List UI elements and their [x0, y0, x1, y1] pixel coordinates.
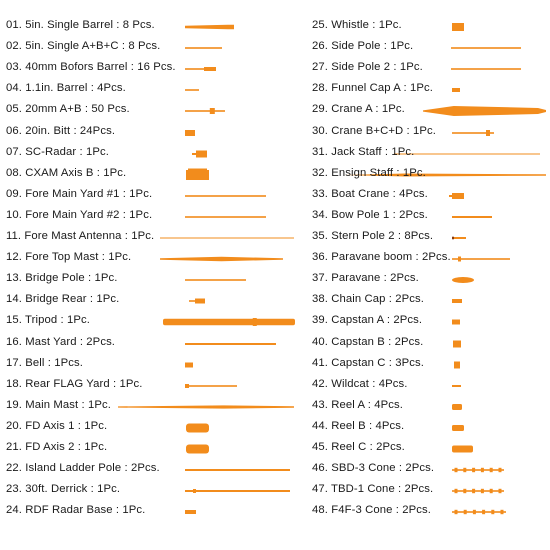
part-row [306, 100, 550, 121]
part-label: 10. Fore Main Yard #2 : 1Pc. [6, 208, 153, 221]
part-row [0, 375, 296, 396]
part-row [0, 438, 296, 459]
part-row [0, 79, 296, 100]
part-row [306, 375, 550, 396]
mainmast-shape [118, 405, 294, 408]
part-row [0, 269, 296, 290]
cone-shape [452, 489, 504, 493]
sidepole-shape [451, 47, 521, 49]
part-row [0, 37, 296, 58]
reelc-shape [452, 446, 473, 453]
part-row [306, 164, 550, 185]
radar-shape [192, 150, 207, 157]
part-label: 22. Island Ladder Pole : 2Pcs. [6, 462, 160, 475]
part-row [306, 122, 550, 143]
wildcat-shape [452, 385, 461, 387]
part-label: 45. Reel C : 2Pcs. [312, 441, 405, 453]
part-label: 36. Paravane boom : 2Pcs. [312, 251, 451, 264]
part-label: 41. Capstan C : 3Pcs. [312, 356, 424, 369]
part-row [0, 396, 296, 417]
paraboom-shape [452, 257, 510, 262]
part-row [0, 290, 296, 311]
sternpole-shape [452, 237, 466, 240]
part-row [0, 185, 296, 206]
barrel-shape [185, 25, 234, 29]
part-row [0, 417, 296, 438]
part-label: 18. Rear FLAG Yard : 1Pc. [6, 377, 143, 390]
gun20-shape [185, 108, 225, 114]
part-label: 43. Reel A : 4Pcs. [312, 398, 403, 411]
part-row [0, 311, 296, 332]
part-label: 46. SBD-3 Cone : 2Pcs. [312, 462, 435, 475]
craneb-shape [452, 130, 494, 136]
part-row [306, 438, 550, 459]
part-label: 40. Capstan B : 2Pcs. [312, 335, 424, 348]
part-label: 48. F4F-3 Cone : 2Pcs. [312, 504, 431, 517]
part-row [306, 185, 550, 206]
bell-shape [185, 362, 193, 367]
part-label: 07. SC-Radar : 1Pc. [6, 145, 109, 158]
part-label: 05. 20mm A+B : 50 Pcs. [6, 103, 130, 116]
flagyard-shape [185, 384, 237, 388]
part-row [306, 354, 550, 375]
part-row [0, 100, 296, 121]
part-label: 29. Crane A : 1Pc. [312, 103, 405, 116]
part-label: 16. Mast Yard : 2Pcs. [6, 335, 116, 348]
whistle-shape [452, 23, 464, 31]
part-row [306, 37, 550, 58]
part-label: 23. 30ft. Derrick : 1Pc. [6, 483, 121, 496]
part-label: 27. Side Pole 2 : 1Pc. [312, 61, 423, 74]
part-row [0, 143, 296, 164]
yard-shape [185, 216, 266, 218]
block-shape [186, 168, 209, 180]
part-row [306, 333, 550, 354]
topmast-shape [160, 257, 283, 261]
yard-shape [185, 279, 246, 281]
part-label: 15. Tripod : 1Pc. [6, 314, 90, 327]
part-label: 42. Wildcat : 4Pcs. [312, 377, 408, 390]
antenna-shape [160, 238, 294, 239]
part-label: 01. 5in. Single Barrel : 8 Pcs. [6, 19, 155, 31]
part-label: 38. Chain Cap : 2Pcs. [312, 293, 424, 306]
part-label: 44. Reel B : 4Pcs. [312, 419, 405, 432]
funnelcap-shape [452, 88, 460, 92]
bowpole-shape [452, 216, 492, 218]
part-row [0, 248, 296, 269]
part-row [306, 58, 550, 79]
part-label: 03. 40mm Bofors Barrel : 16 Pcs. [6, 61, 176, 74]
part-row [306, 459, 550, 480]
part-label: 09. Fore Main Yard #1 : 1Pc. [6, 187, 153, 200]
part-row [306, 311, 550, 332]
part-row [306, 143, 550, 164]
part-label: 28. Funnel Cap A : 1Pc. [312, 82, 433, 95]
barrel-small-shape [185, 67, 216, 71]
part-row [0, 58, 296, 79]
jackstaff-shape [394, 153, 540, 154]
part-row [0, 227, 296, 248]
part-label: 19. Main Mast : 1Pc. [6, 398, 111, 411]
part-row [306, 417, 550, 438]
part-row [306, 269, 550, 290]
part-label: 30. Crane B+C+D : 1Pc. [312, 124, 437, 137]
part-label: 25. Whistle : 1Pc. [312, 19, 402, 31]
part-row [0, 206, 296, 227]
part-label: 12. Fore Top Mast : 1Pc. [6, 251, 132, 264]
part-label: 24. RDF Radar Base : 1Pc. [6, 504, 146, 517]
reel-shape [452, 404, 462, 410]
part-row [0, 480, 296, 501]
part-label: 21. FD Axis 2 : 1Pc. [6, 441, 108, 453]
part-label: 08. CXAM Axis B : 1Pc. [6, 166, 127, 179]
part-row [0, 333, 296, 354]
part-label: 32. Ensign Staff : 1Pc. [312, 166, 426, 179]
sidepole-shape [451, 68, 521, 70]
part-row [306, 396, 550, 417]
reel-shape [452, 425, 464, 431]
capstanc-shape [454, 361, 460, 368]
part-row [0, 459, 296, 480]
rod-short-shape [185, 89, 199, 91]
part-row [0, 164, 296, 185]
part-label: 11. Fore Mast Antenna : 1Pc. [6, 230, 155, 242]
part-row [0, 501, 296, 522]
part-label: 04. 1.1in. Barrel : 4Pcs. [6, 82, 126, 95]
part-row [306, 290, 550, 311]
mastyard-shape [185, 343, 276, 345]
cone-shape [452, 510, 506, 514]
part-row [306, 227, 550, 248]
part-row [0, 16, 296, 37]
part-row [306, 480, 550, 501]
capstanb-shape [453, 340, 461, 347]
part-row [306, 248, 550, 269]
part-label: 34. Bow Pole 1 : 2Pcs. [312, 208, 428, 221]
part-row [306, 16, 550, 37]
capsule-shape [186, 445, 209, 454]
part-label: 13. Bridge Pole : 1Pc. [6, 272, 118, 285]
cone-shape [452, 468, 504, 472]
part-label: 47. TBD-1 Cone : 2Pcs. [312, 483, 434, 496]
tripod-shape [163, 318, 295, 326]
part-row [0, 122, 296, 143]
part-label: 14. Bridge Rear : 1Pc. [6, 293, 120, 306]
paravane-shape [452, 277, 474, 283]
part-row [0, 354, 296, 375]
yard-shape [185, 195, 266, 197]
derrick-shape [185, 489, 290, 493]
crane-shape [423, 106, 546, 116]
part-label: 26. Side Pole : 1Pc. [312, 40, 414, 53]
capstan-shape [452, 320, 460, 325]
rod-shape [185, 47, 222, 49]
part-row [306, 206, 550, 227]
part-label: 02. 5in. Single A+B+C : 8 Pcs. [6, 40, 161, 53]
part-label: 17. Bell : 1Pcs. [6, 356, 83, 369]
boatcrane-shape [449, 193, 464, 199]
part-label: 31. Jack Staff : 1Pc. [312, 145, 415, 158]
part-row [306, 501, 550, 522]
part-label: 20. FD Axis 1 : 1Pc. [6, 419, 108, 432]
capsule-shape [186, 423, 209, 432]
part-label: 06. 20in. Bitt : 24Pcs. [6, 124, 116, 137]
bitt-shape [185, 130, 195, 136]
part-row [306, 79, 550, 100]
part-label: 33. Boat Crane : 4Pcs. [312, 187, 428, 200]
part-label: 37. Paravane : 2Pcs. [312, 272, 419, 285]
bridge-rear-shape [189, 299, 205, 304]
part-label: 35. Stern Pole 2 : 8Pcs. [312, 230, 434, 242]
part-label: 39. Capstan A : 2Pcs. [312, 314, 423, 327]
ladderpole-shape [185, 469, 290, 471]
rdf-shape [185, 510, 196, 514]
chaincap-shape [452, 299, 462, 303]
